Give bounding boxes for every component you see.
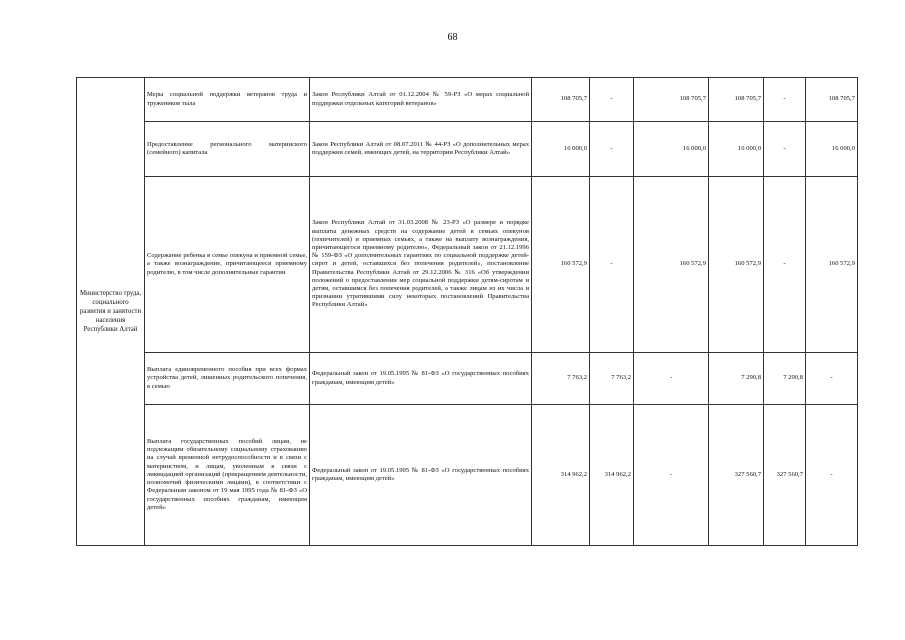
page-number: 68 [447, 32, 458, 43]
value-cell: - [764, 78, 806, 122]
value-cell: 160 572,9 [532, 177, 590, 353]
value-cell: 327 560,7 [709, 405, 764, 546]
value-cell: 314 962,2 [532, 405, 590, 546]
measure-cell: Содержание ребенка в семье опекуна и приемной семье, а также вознаграждение, причитающееся приемному родителю, в том числе дополнительные гарантии [145, 177, 310, 353]
value-cell: 16 000,0 [634, 122, 709, 177]
value-cell: - [590, 122, 634, 177]
law-cell: Федеральный закон от 19.05.1995 № 81-ФЗ «О государственных пособиях гражданам, имеющим детей» [310, 353, 532, 405]
organization-cell: Министерство труда, социального развития и занятости населения Республики Алтай [77, 78, 145, 546]
value-cell: 108 705,7 [806, 78, 858, 122]
value-cell: 160 572,9 [709, 177, 764, 353]
value-cell: 7 763,2 [590, 353, 634, 405]
table-row [77, 405, 858, 546]
budget-table [76, 77, 858, 546]
value-cell: 16 000,0 [709, 122, 764, 177]
table-row [77, 78, 858, 122]
value-cell: 314 962,2 [590, 405, 634, 546]
value-cell: 108 705,7 [532, 78, 590, 122]
value-cell: 7 290,8 [709, 353, 764, 405]
table-row [77, 122, 858, 177]
value-cell: 108 705,7 [709, 78, 764, 122]
value-cell: 108 705,7 [634, 78, 709, 122]
value-cell: 7 290,8 [764, 353, 806, 405]
value-cell: - [634, 405, 709, 546]
value-cell: - [590, 78, 634, 122]
measure-cell: Выплата единовременного пособия при всех формах устройства детей, лишенных родительского попечения, в семью [145, 353, 310, 405]
value-cell: - [764, 122, 806, 177]
value-cell: - [806, 353, 858, 405]
value-cell: - [590, 177, 634, 353]
table-row [77, 177, 858, 353]
value-cell: 327 560,7 [764, 405, 806, 546]
measure-cell: Предоставление регионального материнского (семейного) капитала [145, 122, 310, 177]
table-row [77, 353, 858, 405]
value-cell: 7 763,2 [532, 353, 590, 405]
measure-cell: Меры социальной поддержки ветеранов труда и тружеников тыла [145, 78, 310, 122]
value-cell: - [634, 353, 709, 405]
law-cell: Закон Республики Алтай от 08.07.2011 № 44-РЗ «О дополнительных мерах поддержки семей, имеющих детей, на территории Республики Алтай» [310, 122, 532, 177]
value-cell: 160 572,9 [806, 177, 858, 353]
value-cell: - [806, 405, 858, 546]
value-cell: 160 572,9 [634, 177, 709, 353]
law-cell: Закон Республики Алтай от 31.03.2008 № 23-РЗ «О размере и порядке выплаты денежных средств на содержание детей в семьях опекунов (попечителей) и приемных семьях, а также на выплату вознаграждения, причитающегося приемному родителю», Федеральный закон от 21.12.1996 № 159-ФЗ «О дополнительных гарантиях по социальной поддержке детей-сирот и детей, оставшихся без попечения родителей», постановление Правительства Республики Алтай от 29.12.2006 № 316 «Об утверждении положений о предоставлении мер социальной поддержки детям-сиротам и детям, оставшимся без попечения родителей, а также лицам из их числа и признании утратившими силу некоторых постановлений Правительства Республики Алтай» [310, 177, 532, 353]
law-cell: Федеральный закон от 19.05.1995 № 81-ФЗ «О государственных пособиях гражданам, имеющим детей» [310, 405, 532, 546]
law-cell: Закон Республики Алтай от 01.12.2004 № 59-РЗ «О мерах социальной поддержки отдельных категорий ветеранов» [310, 78, 532, 122]
value-cell: 16 000,0 [532, 122, 590, 177]
value-cell: 16 000,0 [806, 122, 858, 177]
value-cell: - [764, 177, 806, 353]
measure-cell: Выплата государственных пособий лицам, не подлежащим обязательному социальному страхованию на случай временной нетрудоспособности и в связи с материнством, и лицам, уволенным в связи с ликвидацией организаций (прекращением деятельности, полномочий физическими лицами), в соответствии с Федеральным законом от 19 мая 1995 года № 81-ФЗ «О государственных пособиях гражданам, имеющим детей» [145, 405, 310, 546]
